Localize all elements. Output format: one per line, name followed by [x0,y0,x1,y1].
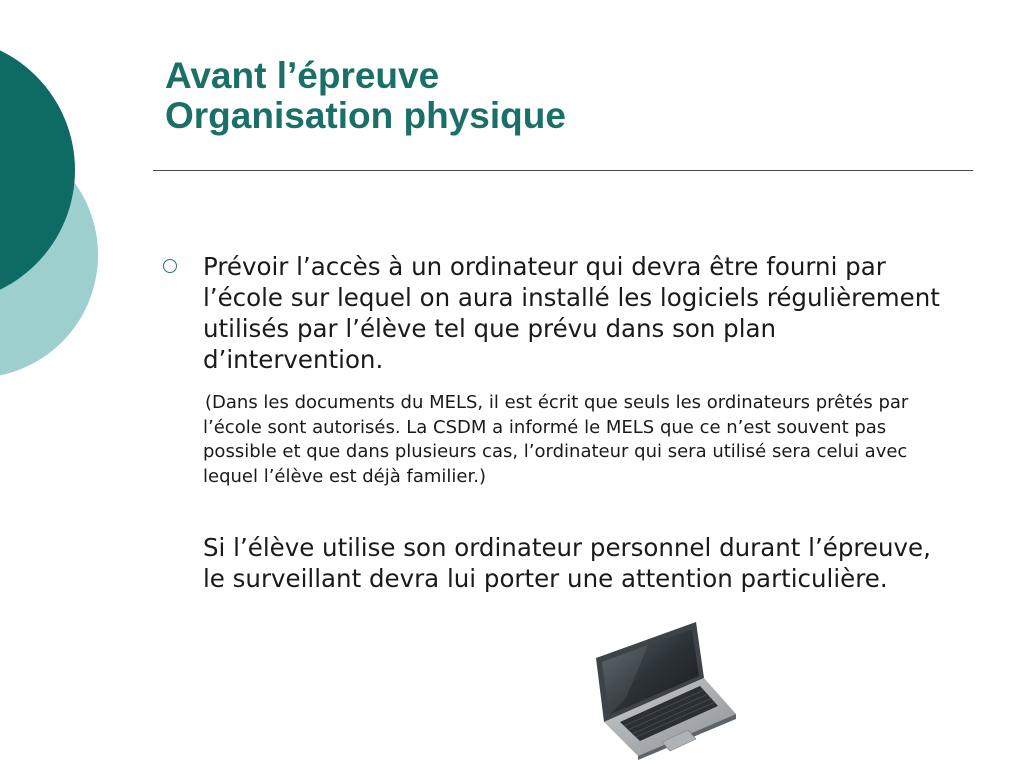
title-line-1: Avant l’épreuve [165,55,440,96]
laptop-icon [588,618,738,760]
bullet-paragraph: Prévoir l’accès à un ordinateur qui devra être fourni par l’école sur lequel on aura installé les logiciels régulièrement utilisés par l’élève tel que prévu dans son plan d’intervention. [203,252,940,374]
follow-up-paragraph: Si l’élève utilise son ordinateur personnel durant l’épreuve, le surveillant devra lui porter une attention particulière. [203,533,931,593]
note-paragraph: (Dans les documents du MELS, il est écrit que seuls les ordinateurs prêtés par l’école sont autorisés. La CSDM a informé le MELS que ce n’est souvent pas possible et que dans plusieurs cas, l’ordinateur qui sera utilisé sera celui avec lequel l’élève est déjà familier.) [203,392,909,487]
slide-title [165,56,566,136]
decorative-circles [0,0,110,420]
title-divider [153,170,973,171]
title-line-2: Organisation physique [165,95,566,136]
hollow-circle-bullet-icon [163,259,177,273]
